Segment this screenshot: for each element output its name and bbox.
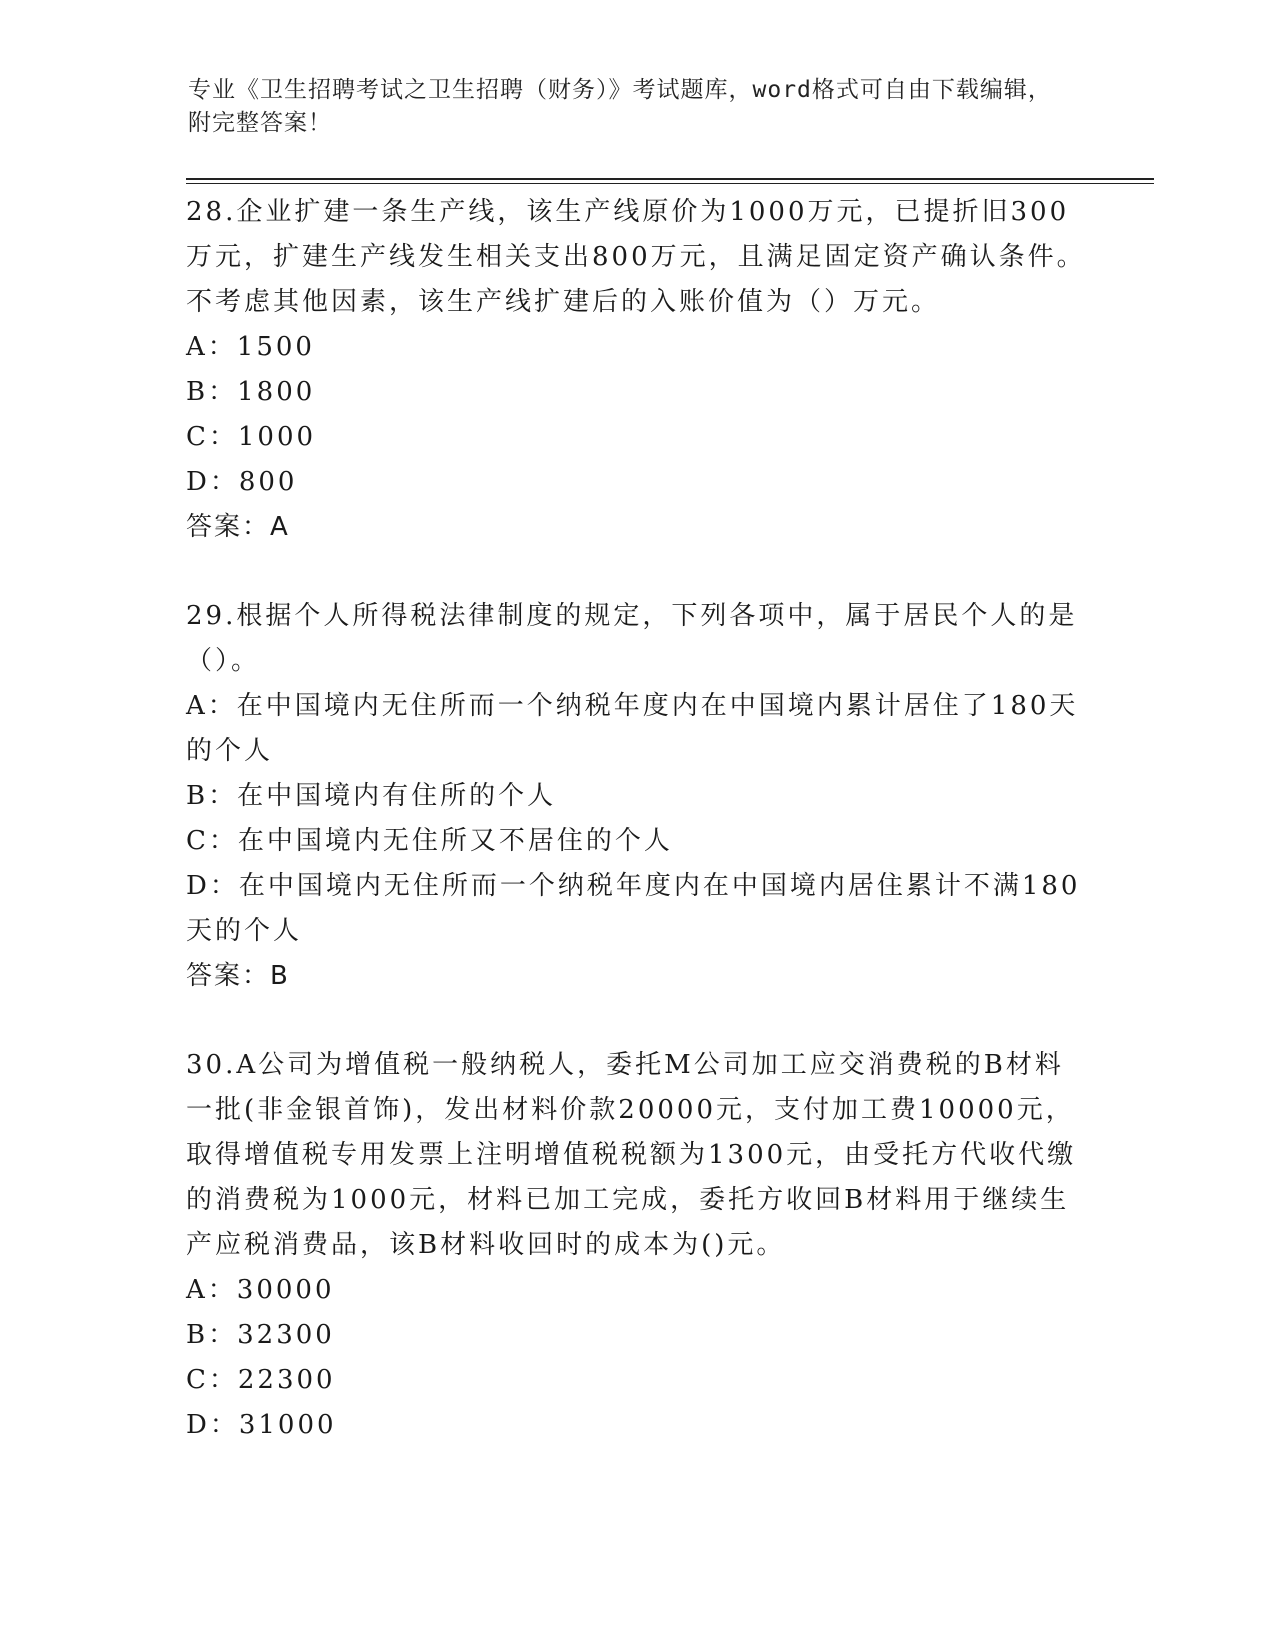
option-c: C：在中国境内无住所又不居住的个人: [186, 826, 673, 856]
question-spacer: [186, 550, 1086, 594]
header-divider-thin: [186, 183, 1154, 184]
answer-label: 答案：B: [186, 961, 290, 991]
option-d: D：800: [186, 467, 298, 497]
header-divider-thick: [186, 178, 1154, 180]
question-stem: 29.根据个人所得税法律制度的规定，下列各项中，属于居民个人的是（）。: [186, 601, 1078, 676]
answer-label: 答案：A: [186, 512, 290, 542]
option-a: A：1500: [186, 332, 315, 362]
option-c: C：1000: [186, 422, 317, 452]
option-c: C：22300: [186, 1365, 336, 1395]
option-d: D：在中国境内无住所而一个纳税年度内在中国境内居住累计不满180天的个人: [186, 871, 1081, 946]
question-list: [186, 190, 1086, 1448]
option-b: B：1800: [186, 377, 316, 407]
option-b: B：32300: [186, 1320, 335, 1350]
option-b: B：在中国境内有住所的个人: [186, 781, 557, 811]
question-stem: 28.企业扩建一条生产线，该生产线原价为1000万元，已提折旧300万元，扩建生产线发生相关支出800万元，且满足固定资产确认条件。不考虑其他因素，该生产线扩建后的入账价值为（）万元。: [186, 197, 1086, 317]
option-a: A：在中国境内无住所而一个纳税年度内在中国境内累计居住了180天的个人: [186, 691, 1079, 766]
question-28: [186, 190, 1086, 550]
question-29: [186, 594, 1086, 999]
option-d: D：31000: [186, 1410, 337, 1440]
question-stem: 30.A公司为增值税一般纳税人，委托M公司加工应交消费税的B材料一批(非金银首饰)，发出材料价款20000元，支付加工费10000元，取得增值税专用发票上注明增值税税额为1300元，由受托方代收代缴的消费税为1000元，材料已加工完成，委托方收回B材料用于继续生产应税消费品，该B材料收回时的成本为()元。: [186, 1050, 1077, 1260]
question-30: [186, 1043, 1086, 1448]
document-header: 专业《卫生招聘考试之卫生招聘（财务）》考试题库，word格式可自由下载编辑，附完整答案！: [188, 77, 1052, 136]
option-a: A：30000: [186, 1275, 335, 1305]
question-spacer: [186, 999, 1086, 1043]
